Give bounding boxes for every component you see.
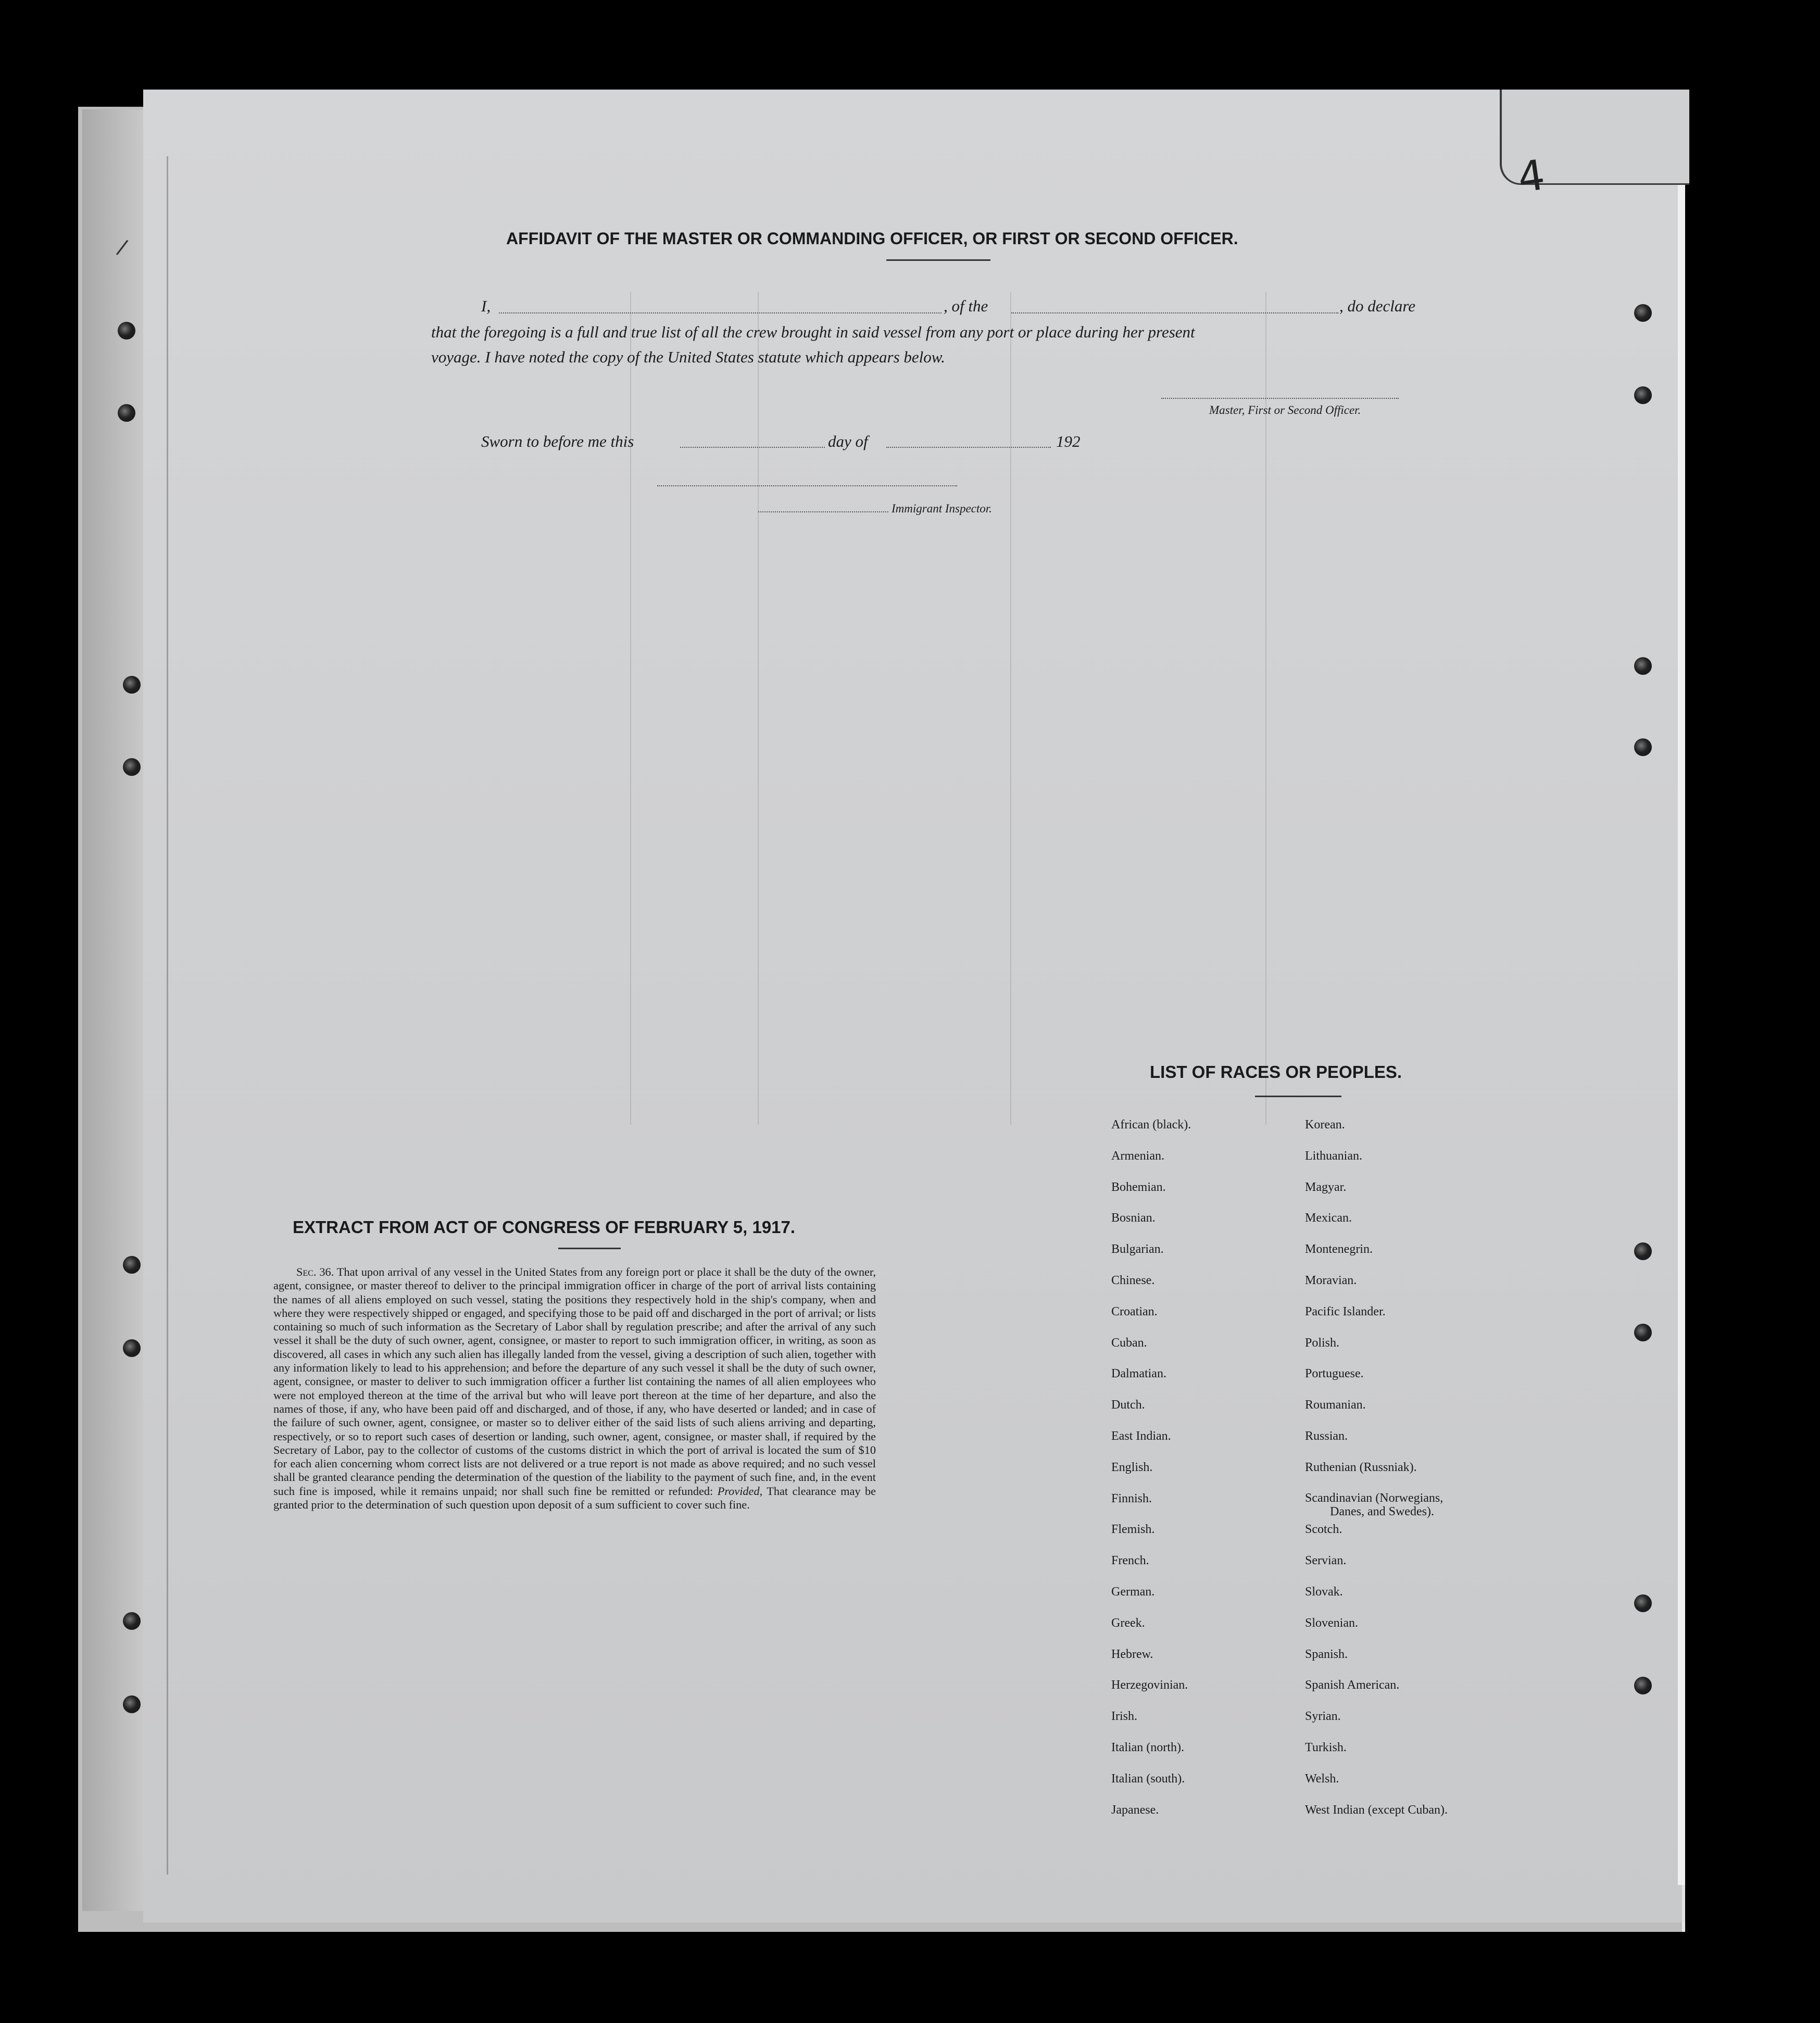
punch-hole [123, 1695, 141, 1713]
race-item [1305, 1678, 1448, 1709]
affidavit-title: AFFIDAVIT OF THE MASTER OR COMMANDING OFFICER, OR FIRST OR SECOND OFFICER. [506, 229, 1238, 248]
races-title: LIST OF RACES OR PEOPLES. [1150, 1062, 1402, 1082]
sworn-prefix: Sworn to before me this [481, 432, 634, 450]
declaration-suffix: , do declare [1339, 297, 1416, 315]
race-label: Turkish. [1305, 1740, 1347, 1754]
race-item [1111, 1304, 1191, 1336]
page-edge [1678, 135, 1685, 1885]
sworn-day-of: day of [828, 432, 868, 450]
punch-hole [1634, 1324, 1652, 1341]
declaration-line-3: voyage. I have noted the copy of the United States statute which appears below. [431, 348, 945, 366]
race-item [1111, 1553, 1191, 1585]
race-label: Korean. [1305, 1118, 1345, 1132]
underlying-page-edge [82, 109, 146, 1911]
race-item [1305, 1336, 1448, 1367]
punch-hole [123, 1339, 141, 1357]
vessel-name-line [1011, 312, 1338, 313]
race-label: Mexican. [1305, 1211, 1352, 1225]
sworn-year: 192 [1056, 432, 1081, 450]
officer-signature-line [1161, 398, 1399, 399]
race-item [1305, 1398, 1448, 1429]
race-label: Magyar. [1305, 1180, 1347, 1194]
race-label: Portuguese. [1305, 1367, 1364, 1381]
master-name-line [499, 312, 942, 313]
race-item [1305, 1366, 1448, 1398]
race-label: Polish. [1305, 1336, 1340, 1350]
section-lead: Sec. 36. [296, 1265, 334, 1278]
race-item [1111, 1117, 1191, 1149]
race-item [1111, 1678, 1191, 1709]
race-item [1305, 1522, 1448, 1553]
race-label: Bulgarian. [1111, 1242, 1164, 1256]
page-fold-line [167, 156, 168, 1875]
race-item [1305, 1616, 1448, 1647]
race-item [1305, 1803, 1448, 1834]
inspector-name-line [758, 511, 888, 512]
section-36-tail: That clearance may be granted prior to the determination of such question upon deposit of a sum sufficient to cover such fine. [273, 1484, 876, 1512]
race-item [1111, 1522, 1191, 1553]
race-label: Moravian. [1305, 1273, 1357, 1287]
race-label: Scotch. [1305, 1523, 1342, 1537]
race-item [1111, 1366, 1191, 1398]
race-label: Japanese. [1111, 1803, 1159, 1817]
bleed-through-line [758, 292, 759, 1125]
punch-hole [1634, 657, 1652, 675]
punch-hole [123, 1612, 141, 1630]
race-item [1111, 1616, 1191, 1647]
race-item [1111, 1709, 1191, 1740]
race-item [1305, 1647, 1448, 1678]
provided-word: Provided, [717, 1484, 763, 1498]
race-item [1305, 1117, 1448, 1149]
handwritten-page-number: 4 [1514, 150, 1548, 203]
extract-title: EXTRACT FROM ACT OF CONGRESS OF FEBRUARY 5, 1917. [293, 1217, 796, 1237]
race-label: Spanish American. [1305, 1678, 1400, 1692]
bleed-through-line [1010, 292, 1011, 1125]
race-item [1111, 1647, 1191, 1678]
declaration-prefix: I, [481, 297, 491, 315]
race-label: Cuban. [1111, 1336, 1147, 1350]
declaration-line-2: that the foregoing is a full and true list of all the crew brought in said vessel from any port or place during her present [431, 323, 1195, 341]
races-column-1 [1111, 1117, 1191, 1833]
race-label: Bohemian. [1111, 1180, 1166, 1194]
race-item [1111, 1398, 1191, 1429]
race-label: Slovenian. [1305, 1616, 1358, 1630]
race-item [1305, 1585, 1448, 1616]
race-label: Italian (north). [1111, 1740, 1184, 1754]
punch-hole [1634, 1677, 1652, 1694]
race-label: Lithuanian. [1305, 1149, 1362, 1163]
race-item [1111, 1585, 1191, 1616]
race-item [1111, 1429, 1191, 1460]
race-item [1305, 1304, 1448, 1336]
race-item [1305, 1553, 1448, 1585]
race-label: Welsh. [1305, 1771, 1339, 1786]
punch-hole [123, 758, 141, 776]
punch-hole [123, 676, 141, 694]
races-column-2 [1305, 1117, 1448, 1833]
race-label: Italian (south). [1111, 1771, 1185, 1786]
race-label: Finnish. [1111, 1491, 1152, 1505]
race-label: Dalmatian. [1111, 1367, 1166, 1381]
race-item [1305, 1242, 1448, 1273]
race-item [1111, 1740, 1191, 1771]
race-label: Irish. [1111, 1710, 1137, 1724]
race-item [1111, 1460, 1191, 1491]
punch-hole [1634, 1242, 1652, 1260]
inspector-label: Immigrant Inspector. [892, 502, 992, 515]
race-label: Roumanian. [1305, 1398, 1366, 1412]
race-label: Scandinavian (Norwegians, [1305, 1491, 1444, 1505]
race-item [1111, 1211, 1191, 1242]
race-label: African (black). [1111, 1118, 1191, 1132]
race-label: Slovak. [1305, 1585, 1343, 1599]
race-label: East Indian. [1111, 1429, 1171, 1443]
title-rule [886, 259, 990, 261]
race-item [1111, 1273, 1191, 1304]
race-label: Pacific Islander. [1305, 1304, 1386, 1318]
race-item [1111, 1491, 1191, 1523]
extract-title-rule [558, 1248, 621, 1249]
declaration-of-the: , of the [944, 297, 988, 315]
race-item [1111, 1180, 1191, 1211]
race-item [1305, 1740, 1448, 1771]
section-36-text: That upon arrival of any vessel in the United States from any foreign port or place it shall be the duty of the owner, agent, consignee, or master thereof to deliver to the principal immigration officer in charge of the port of arrival lists containing the names of all aliens employed on such vessel, stating the positions they respectively hold in the ship's company, when and where they were respectively shipped or engaged, and specifying those to be paid off and discharged in the port of arrival; or lists containing so much of such information as the Secretary of Labor shall by regulation prescribe; and after the arrival of any such vessel it shall be the duty of such owner, agent, consignee, or master to report to such immigration officer, in writing, as soon as discovered, all cases in which any such alien has illegally landed from the vessel, giving a description of such alien, together with any information likely to lead to his apprehension; and before the departure of any such vessel it shall be the duty of such owner, agent, consignee, or master to deliver to such immigration officer a further list containing the names of all alien employees who were not employed thereon at the time of the arrival but who will leave port thereon at the time of her departure, and also the names of those, if any, who have been paid off and discharged, and of those, if any, who have deserted or landed; and in case of the failure of such owner, agent, consignee, or master so to deliver either of the said lists of such aliens arriving and departing, respectively, or so to report such cases of desertion or landing, such owner, agent, consignee, or master shall, if required by the Secretary of Labor, pay to the collector of customs of the customs district in which the port of arrival is located the sum of $10 for each alien concerning whom correct lists are not delivered or a true report is not made as above required; and no such vessel shall be granted clearance pending the determination of the question of the liability to the payment of such fine, and, in the event such fine is imposed, while it remains unpaid; nor shall such fine be remitted or refunded: [273, 1265, 876, 1498]
signature-label: Master, First or Second Officer. [1209, 404, 1361, 417]
race-item [1305, 1149, 1448, 1180]
sworn-date-line [680, 447, 825, 448]
race-item [1305, 1491, 1448, 1523]
race-item [1305, 1180, 1448, 1211]
race-item [1111, 1336, 1191, 1367]
race-label: Syrian. [1305, 1710, 1341, 1724]
race-label: Servian. [1305, 1554, 1347, 1568]
race-label: French. [1111, 1554, 1149, 1568]
punch-hole [118, 404, 135, 422]
race-label: Hebrew. [1111, 1647, 1153, 1661]
inspector-signature-line [657, 485, 957, 486]
punch-hole [123, 1256, 141, 1274]
race-label: Herzegovinian. [1111, 1678, 1188, 1692]
extract-text [273, 1265, 876, 1512]
race-label: West Indian (except Cuban). [1305, 1803, 1448, 1817]
race-label: Bosnian. [1111, 1211, 1156, 1225]
race-label: Chinese. [1111, 1273, 1155, 1287]
punch-hole [1634, 304, 1652, 322]
race-label: Armenian. [1111, 1149, 1164, 1163]
race-item [1111, 1771, 1191, 1803]
race-label: Flemish. [1111, 1523, 1155, 1537]
race-label: Spanish. [1305, 1647, 1348, 1661]
race-item [1305, 1460, 1448, 1491]
race-label: Greek. [1111, 1616, 1145, 1630]
check-mark: ∕ [115, 235, 130, 260]
race-item [1305, 1273, 1448, 1304]
punch-hole [1634, 386, 1652, 404]
race-label-continuation: Danes, and Swedes). [1330, 1504, 1434, 1518]
race-item [1305, 1211, 1448, 1242]
race-item [1305, 1709, 1448, 1740]
race-label: English. [1111, 1460, 1153, 1474]
punch-hole [118, 322, 135, 340]
race-label: Dutch. [1111, 1398, 1145, 1412]
sworn-month-line [886, 447, 1051, 448]
race-label: Montenegrin. [1305, 1242, 1373, 1256]
race-item [1111, 1803, 1191, 1834]
races-title-rule [1255, 1096, 1341, 1097]
race-item [1305, 1429, 1448, 1460]
punch-hole [1634, 738, 1652, 756]
race-item [1111, 1149, 1191, 1180]
race-label: Russian. [1305, 1429, 1348, 1443]
bleed-through-line [630, 292, 631, 1125]
race-item [1111, 1242, 1191, 1273]
punch-hole [1634, 1594, 1652, 1612]
race-label: Croatian. [1111, 1304, 1158, 1318]
race-label: Ruthenian (Russniak). [1305, 1460, 1417, 1474]
race-item [1305, 1771, 1448, 1803]
race-label: German. [1111, 1585, 1155, 1599]
